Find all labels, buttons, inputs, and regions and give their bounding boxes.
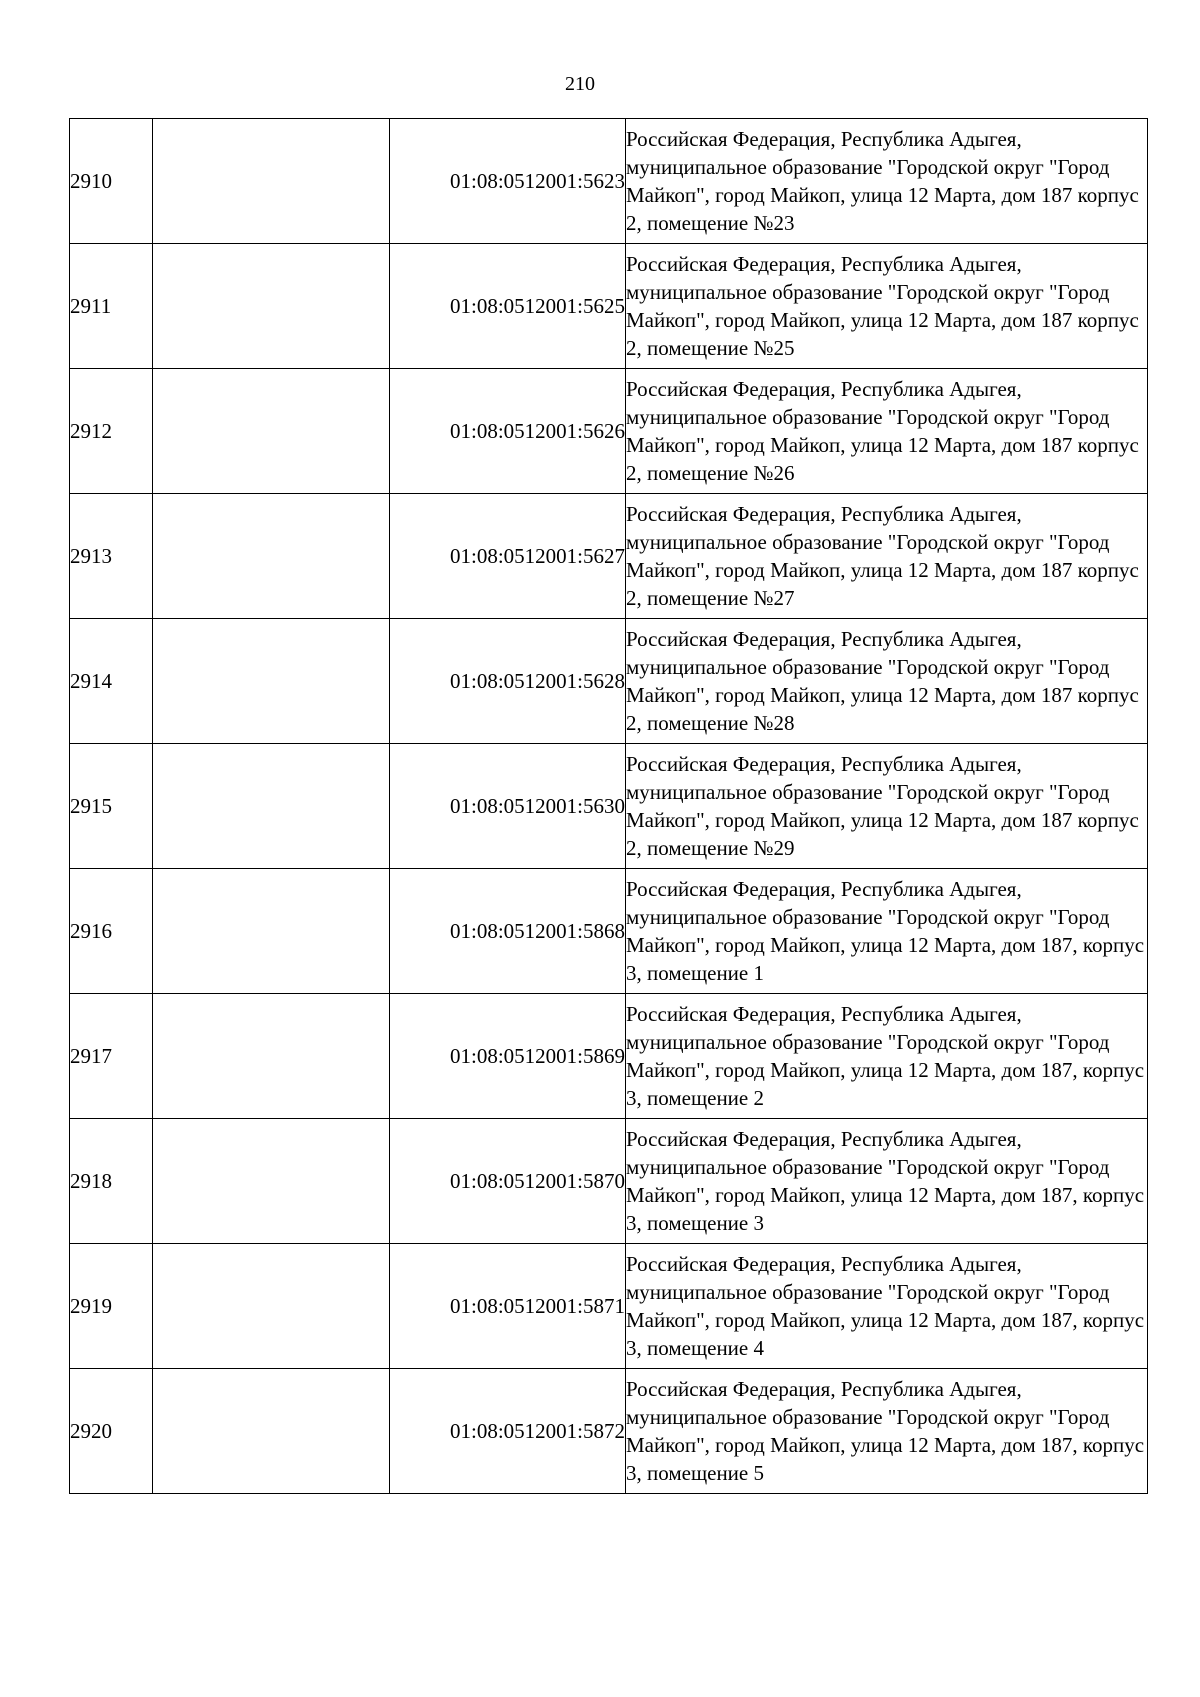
address: Российская Федерация, Республика Адыгея, муниципальное образование "Городской округ "Город Майкоп", город Майкоп, улица 12 Марта, дом 187 корпус 2, помещение №25 bbox=[626, 244, 1148, 369]
registry-table bbox=[69, 118, 1148, 1494]
table-row bbox=[70, 244, 1148, 369]
table-row bbox=[70, 744, 1148, 869]
address: Российская Федерация, Республика Адыгея, муниципальное образование "Городской округ "Город Майкоп", город Майкоп, улица 12 Марта, дом 187, корпус 3, помещение 3 bbox=[626, 1119, 1148, 1244]
cadastral-number: 01:08:0512001:5872 bbox=[390, 1369, 626, 1494]
table-row bbox=[70, 1369, 1148, 1494]
address: Российская Федерация, Республика Адыгея, муниципальное образование "Городской округ "Город Майкоп", город Майкоп, улица 12 Марта, дом 187 корпус 2, помещение №26 bbox=[626, 369, 1148, 494]
empty-cell bbox=[153, 1119, 390, 1244]
cadastral-number: 01:08:0512001:5868 bbox=[390, 869, 626, 994]
empty-cell bbox=[153, 494, 390, 619]
address: Российская Федерация, Республика Адыгея, муниципальное образование "Городской округ "Город Майкоп", город Майкоп, улица 12 Марта, дом 187 корпус 2, помещение №27 bbox=[626, 494, 1148, 619]
address: Российская Федерация, Республика Адыгея, муниципальное образование "Городской округ "Город Майкоп", город Майкоп, улица 12 Марта, дом 187 корпус 2, помещение №29 bbox=[626, 744, 1148, 869]
cadastral-number: 01:08:0512001:5627 bbox=[390, 494, 626, 619]
cadastral-number: 01:08:0512001:5871 bbox=[390, 1244, 626, 1369]
page-number: 210 bbox=[565, 73, 595, 95]
row-number: 2917 bbox=[70, 994, 153, 1119]
address: Российская Федерация, Республика Адыгея, муниципальное образование "Городской округ "Город Майкоп", город Майкоп, улица 12 Марта, дом 187, корпус 3, помещение 4 bbox=[626, 1244, 1148, 1369]
table-row bbox=[70, 1119, 1148, 1244]
table-row bbox=[70, 994, 1148, 1119]
address: Российская Федерация, Республика Адыгея, муниципальное образование "Городской округ "Город Майкоп", город Майкоп, улица 12 Марта, дом 187 корпус 2, помещение №23 bbox=[626, 119, 1148, 244]
address: Российская Федерация, Республика Адыгея, муниципальное образование "Городской округ "Город Майкоп", город Майкоп, улица 12 Марта, дом 187, корпус 3, помещение 1 bbox=[626, 869, 1148, 994]
table-row bbox=[70, 119, 1148, 244]
address: Российская Федерация, Республика Адыгея, муниципальное образование "Городской округ "Город Майкоп", город Майкоп, улица 12 Марта, дом 187 корпус 2, помещение №28 bbox=[626, 619, 1148, 744]
empty-cell bbox=[153, 119, 390, 244]
row-number: 2919 bbox=[70, 1244, 153, 1369]
empty-cell bbox=[153, 619, 390, 744]
row-number: 2911 bbox=[70, 244, 153, 369]
row-number: 2915 bbox=[70, 744, 153, 869]
empty-cell bbox=[153, 244, 390, 369]
empty-cell bbox=[153, 994, 390, 1119]
table-row bbox=[70, 369, 1148, 494]
table-row bbox=[70, 869, 1148, 994]
row-number: 2916 bbox=[70, 869, 153, 994]
row-number: 2920 bbox=[70, 1369, 153, 1494]
empty-cell bbox=[153, 1369, 390, 1494]
table-row bbox=[70, 619, 1148, 744]
row-number: 2914 bbox=[70, 619, 153, 744]
row-number: 2913 bbox=[70, 494, 153, 619]
row-number: 2910 bbox=[70, 119, 153, 244]
empty-cell bbox=[153, 1244, 390, 1369]
cadastral-number: 01:08:0512001:5869 bbox=[390, 994, 626, 1119]
cadastral-number: 01:08:0512001:5626 bbox=[390, 369, 626, 494]
cadastral-number: 01:08:0512001:5625 bbox=[390, 244, 626, 369]
row-number: 2918 bbox=[70, 1119, 153, 1244]
cadastral-number: 01:08:0512001:5870 bbox=[390, 1119, 626, 1244]
address: Российская Федерация, Республика Адыгея, муниципальное образование "Городской округ "Город Майкоп", город Майкоп, улица 12 Марта, дом 187, корпус 3, помещение 5 bbox=[626, 1369, 1148, 1494]
cadastral-number: 01:08:0512001:5630 bbox=[390, 744, 626, 869]
table-row bbox=[70, 1244, 1148, 1369]
cadastral-number: 01:08:0512001:5628 bbox=[390, 619, 626, 744]
empty-cell bbox=[153, 744, 390, 869]
cadastral-number: 01:08:0512001:5623 bbox=[390, 119, 626, 244]
address: Российская Федерация, Республика Адыгея, муниципальное образование "Городской округ "Город Майкоп", город Майкоп, улица 12 Марта, дом 187, корпус 3, помещение 2 bbox=[626, 994, 1148, 1119]
row-number: 2912 bbox=[70, 369, 153, 494]
empty-cell bbox=[153, 369, 390, 494]
table-row bbox=[70, 494, 1148, 619]
empty-cell bbox=[153, 869, 390, 994]
